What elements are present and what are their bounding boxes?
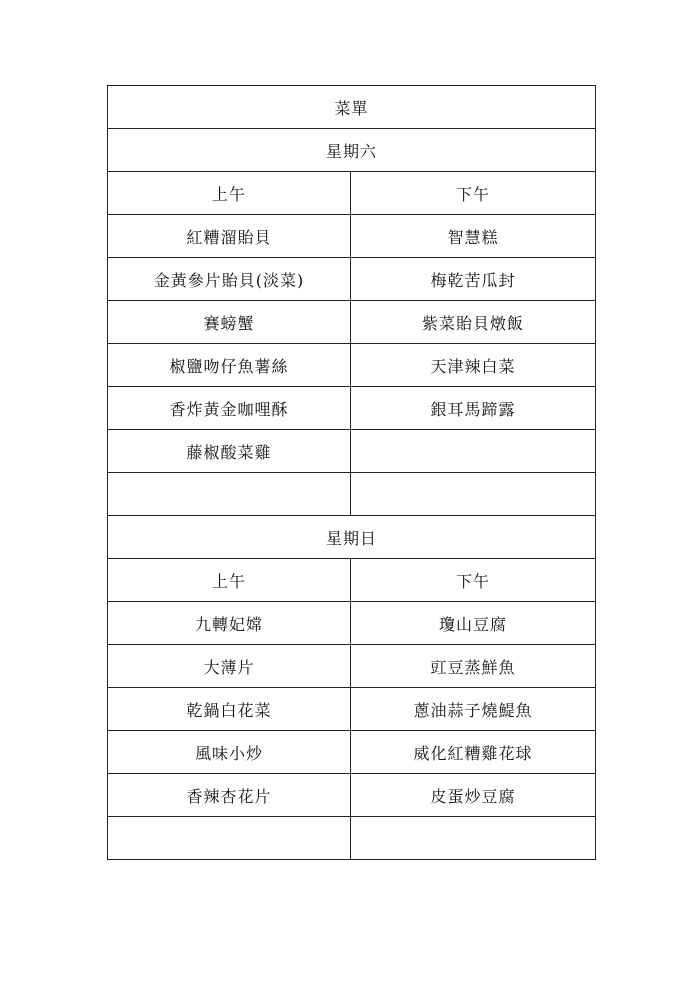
afternoon-dish: 瓊山豆腐 — [351, 602, 596, 645]
table-row — [108, 344, 596, 387]
morning-dish: 大薄片 — [108, 645, 351, 688]
title-row — [108, 86, 596, 129]
day-heading-saturday: 星期六 — [108, 129, 596, 172]
day-heading-sunday: 星期日 — [108, 516, 596, 559]
afternoon-dish: 蔥油蒜子燒鯷魚 — [351, 688, 596, 731]
day-row — [108, 129, 596, 172]
morning-dish: 風味小炒 — [108, 731, 351, 774]
morning-header: 上午 — [108, 559, 351, 602]
empty-row — [108, 473, 596, 516]
menu-title: 菜單 — [108, 86, 596, 129]
afternoon-dish — [351, 473, 596, 516]
morning-dish: 椒鹽吻仔魚薯絲 — [108, 344, 351, 387]
afternoon-dish: 銀耳馬蹄露 — [351, 387, 596, 430]
table-row — [108, 215, 596, 258]
morning-dish: 乾鍋白花菜 — [108, 688, 351, 731]
morning-header: 上午 — [108, 172, 351, 215]
table-row — [108, 430, 596, 473]
empty-row — [108, 817, 596, 860]
menu-table — [107, 85, 596, 860]
morning-dish: 賽螃蟹 — [108, 301, 351, 344]
afternoon-dish: 威化紅糟雞花球 — [351, 731, 596, 774]
morning-dish: 紅糟溜貽貝 — [108, 215, 351, 258]
afternoon-dish: 紫菜貽貝燉飯 — [351, 301, 596, 344]
afternoon-dish: 豇豆蒸鮮魚 — [351, 645, 596, 688]
day-row — [108, 516, 596, 559]
table-row — [108, 774, 596, 817]
morning-dish: 香辣杏花片 — [108, 774, 351, 817]
morning-dish — [108, 817, 351, 860]
morning-dish: 金黃參片貽貝(淡菜) — [108, 258, 351, 301]
table-row — [108, 731, 596, 774]
morning-dish: 九轉妃嫦 — [108, 602, 351, 645]
afternoon-header: 下午 — [351, 559, 596, 602]
table-row — [108, 688, 596, 731]
period-header-row — [108, 559, 596, 602]
afternoon-dish — [351, 430, 596, 473]
afternoon-dish: 天津辣白菜 — [351, 344, 596, 387]
table-row — [108, 387, 596, 430]
afternoon-dish: 梅乾苦瓜封 — [351, 258, 596, 301]
afternoon-dish: 皮蛋炒豆腐 — [351, 774, 596, 817]
afternoon-header: 下午 — [351, 172, 596, 215]
morning-dish: 藤椒酸菜雞 — [108, 430, 351, 473]
table-row — [108, 602, 596, 645]
morning-dish — [108, 473, 351, 516]
period-header-row — [108, 172, 596, 215]
table-row — [108, 301, 596, 344]
table-row — [108, 645, 596, 688]
table-row — [108, 258, 596, 301]
afternoon-dish — [351, 817, 596, 860]
morning-dish: 香炸黃金咖哩酥 — [108, 387, 351, 430]
afternoon-dish: 智慧糕 — [351, 215, 596, 258]
